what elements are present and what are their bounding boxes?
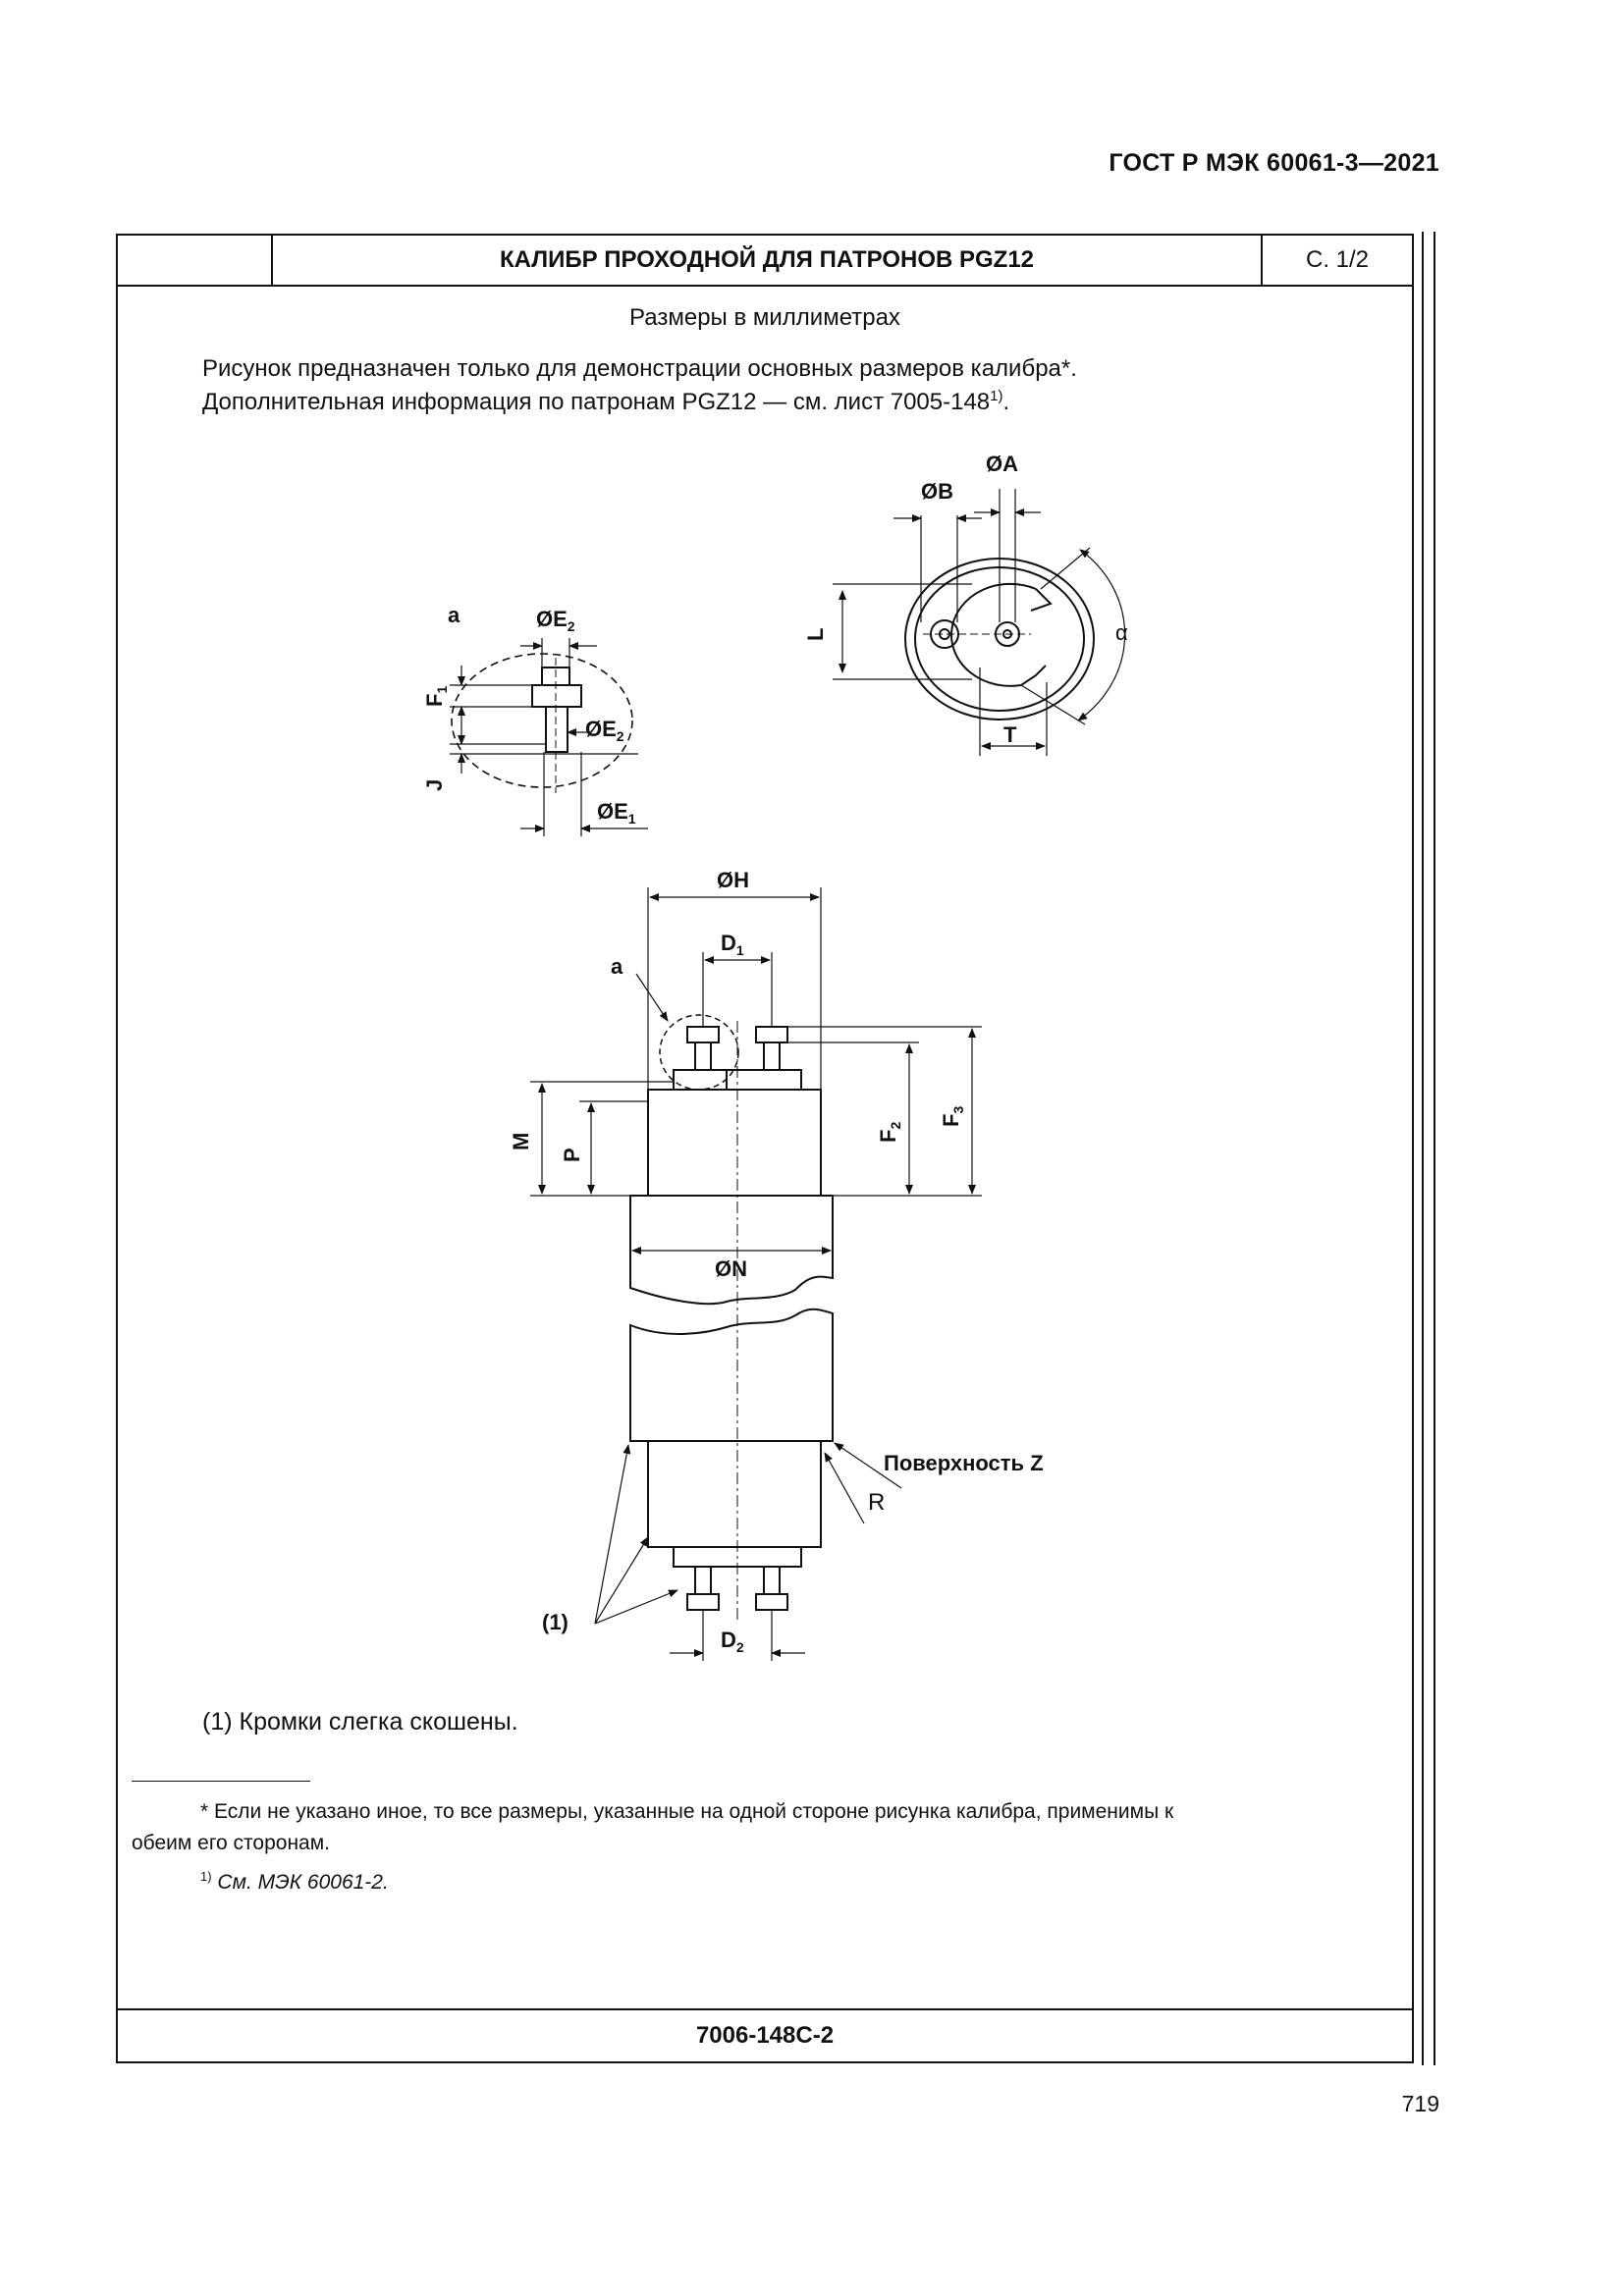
label-diam-n: ØN: [715, 1256, 747, 1281]
label-diam-e2-top-main: ØE: [536, 607, 568, 631]
main-view: [530, 887, 982, 1661]
label-d2: [721, 1628, 744, 1655]
label-diam-e2-top: [536, 607, 575, 634]
standard-code: ГОСТ Р МЭК 60061-3—2021: [1109, 149, 1439, 177]
label-d2-main: D: [721, 1628, 736, 1652]
label-surface-z: Поверхность Z: [884, 1451, 1044, 1475]
label-f2-main: F: [876, 1129, 900, 1143]
label-detail-a-main: a: [611, 954, 623, 979]
frame-double-line-inner: [1434, 232, 1435, 2065]
intro-line-2-text: Дополнительная информация по патронам PGZ12 — см. лист 7005-148: [202, 389, 991, 415]
footnote-asterisk: [132, 1796, 1398, 1859]
label-f1-sub: 1: [434, 685, 450, 694]
label-diam-e1-main: ØE: [597, 799, 628, 824]
gauge-drawing: [118, 236, 1416, 2065]
label-diam-e2-side-main: ØE: [585, 717, 617, 741]
label-diam-e2-top-sub: 2: [567, 618, 575, 634]
label-detail-a: a: [448, 603, 460, 627]
sheet-code: 7006-148С-2: [695, 2022, 835, 2049]
label-f3: [939, 1106, 966, 1127]
top-view: [833, 489, 1125, 756]
label-l: L: [803, 627, 828, 641]
label-f3-main: F: [939, 1113, 963, 1127]
label-diam-h: ØH: [717, 868, 749, 892]
label-f1-main: F: [422, 693, 447, 707]
label-f2: [876, 1122, 903, 1143]
label-diam-e2-side: [585, 717, 624, 744]
sheet-page-label: С. 1/2: [1261, 236, 1412, 285]
units-note: Размеры в миллиметрах: [629, 304, 900, 331]
label-f2-sub: 2: [888, 1121, 903, 1130]
label-p: P: [560, 1148, 584, 1162]
label-alpha: α: [1115, 620, 1128, 645]
footnote-ref-text: См. МЭК 60061-2.: [211, 1871, 389, 1894]
label-j: J: [422, 778, 447, 791]
label-d1-sub: 1: [735, 942, 744, 958]
intro-line-1: Рисунок предназначен только для демонстрации основных размеров калибра*.: [202, 355, 1077, 382]
label-diam-e2-side-sub: 2: [616, 728, 624, 744]
label-r: R: [868, 1489, 886, 1516]
page-number: 719: [1401, 2091, 1439, 2116]
label-d1: [721, 931, 744, 958]
footnote-ref: [200, 1869, 389, 1895]
footnote-rule: [132, 1781, 310, 1782]
footnote-ref-sup: 1): [200, 1869, 212, 1884]
sheet-title: КАЛИБР ПРОХОДНОЙ ДЛЯ ПАТРОНОВ PGZ12: [499, 246, 1035, 273]
label-callout-1: (1): [542, 1610, 568, 1634]
label-diam-b: ØB: [921, 479, 953, 504]
label-m: M: [509, 1132, 533, 1150]
sheet-frame: [116, 234, 1414, 2063]
sheet-code-row: [118, 2008, 1412, 2061]
label-d1-main: D: [721, 931, 736, 955]
label-diam-e1: [597, 799, 636, 827]
label-diam-e1-sub: 1: [627, 811, 636, 827]
label-diam-a: ØA: [986, 452, 1018, 476]
footnote-asterisk-line-2: обеим его сторонам.: [132, 1832, 331, 1854]
label-t: T: [1003, 722, 1017, 747]
footnote-asterisk-line-1: * Если не указано иное, то все размеры, указанные на одной стороне рисунка калибра, применимы к: [200, 1800, 1174, 1823]
legend-item-1: (1) Кромки слегка скошены.: [202, 1708, 518, 1735]
frame-double-line-outer: [1422, 232, 1424, 2065]
label-f3-sub: 3: [950, 1105, 966, 1114]
label-d2-sub: 2: [735, 1639, 744, 1655]
intro-line-2-sup: 1): [990, 388, 1003, 404]
intro-line-2-end: .: [1002, 389, 1010, 415]
label-f1: [422, 686, 450, 707]
